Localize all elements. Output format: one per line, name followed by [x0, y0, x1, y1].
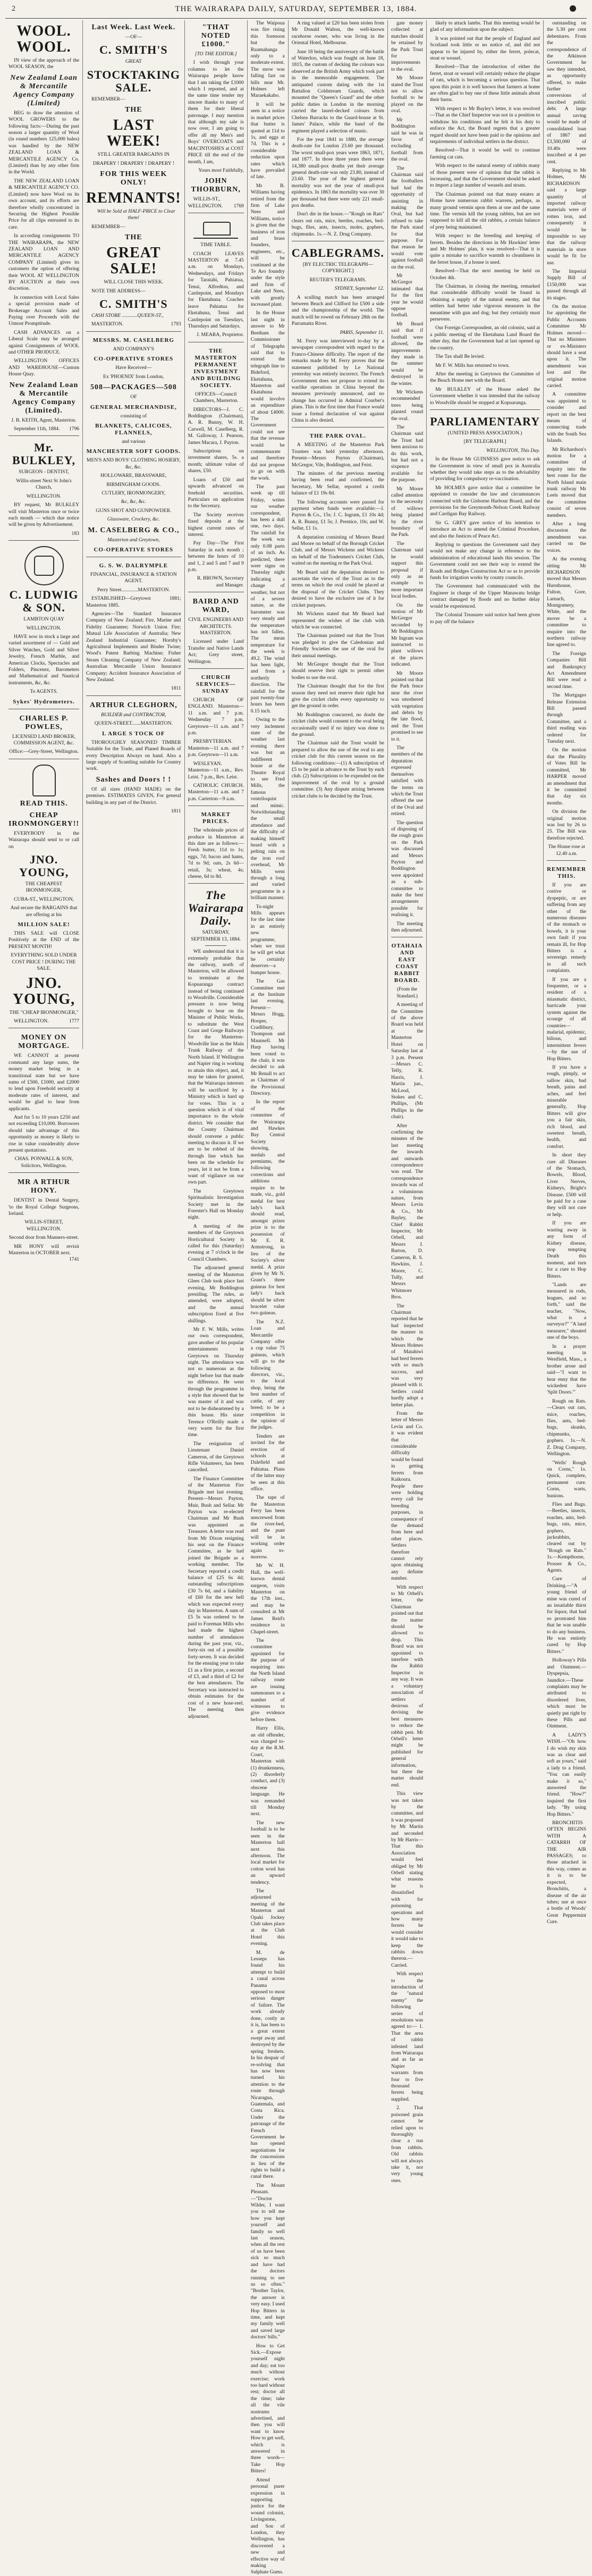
bulkley-city: WELLINGTON. [26, 493, 62, 499]
parliamentary-paragraph: In the House Mr GUINNESS gave notice to ask the Government in view of small pox in Australia whether they would take steps as to the advisability of providing for compulsory re-vaccination. [430, 456, 540, 482]
caselberg-ship: Ex 'PHOENIX' from London, [103, 373, 164, 380]
park-paragraph: The Chairman pointed out that the Trust was pledged to give the Caledonian and Friendly Societies the use of the oval for their annual meetings. [291, 633, 384, 659]
bulkley-notice: BY request, Mr BULKLEY will visit Masterton once or twice each month — which due notice will be given by Advertisement. [9, 502, 80, 528]
permanent-directors: DIRECTORS—J. C. Boddington (Chairman), A. R. Bunny, W. H. Carwell, M. Caselberg, R. M. Galloway, J. Pearson, James Macara, J. Payton. [188, 406, 244, 446]
rabbit-paragraph: From the letter of Messrs Levin and Co. it was evident that considerable difficulty would be found in getting ferrets from Kaikoura. People there were holding every call for breeding purposes, in consequence of the demand from here and other places. Settlers therefore cannot rely upon obtaining any definite number. [391, 1411, 424, 1582]
cleghorn-heading: ARTHUR CLEGHORN, [89, 701, 177, 709]
daily-paragraph-7: The Finance Committee of the Masterton Fire Brigade met last evening. Present—Messrs Payton, Muir, Bush and Sellar. Mr Payton was re-elected Chairman and Mr Bush was appointed as Treasurer. A letter was read from Mr Dixon resigning his seat on the Finance Committee, as he had joined the Brigade as a working member. The Secretary reported a credit balance of £25 6s 4d; outstanding subscriptions £30 7s 6d, and a liability of £60 for the new bell which was expected every day in Masterton. A sum of £5 5s was ordered to be paid to Foreman Mills who had made the highest number of attendances during the past year, viz., forty-six out of a possible forty-seven. It was decided for the ensuing year to take £1 as a first prize, a second of £3, and a third of £2 for the best attendances. The Secretary was instructed to obtain estimates for the cost of a new hose-reel. The meeting then adjourned. [188, 1475, 244, 1719]
timetable-heading: TIME TABLE. [200, 242, 232, 248]
column-7 [427, 20, 544, 1049]
bulkley-address: Willis-street Next St John's Church, [16, 477, 72, 491]
news-paragraph: The Tax shall Be levied. [435, 354, 485, 360]
news-paragraph: The past week up till Friday, writes our weather correspondent, has been a dull one, two days. The rainfall for the week was only 0.08 parts of an inch. As predicted, there were signs on Thursday night indicating a change of weather, but not of a severe nature, as the barometer was very steady and the temperature has not fallen. The mean temperature for the week is 49.2. The wind has been light, and from a northerly direction. The rainfall for the past twenty-four hours has been 0.15 inch. [250, 484, 285, 714]
ludwig-agents: To AGENTS. [30, 689, 58, 695]
news-paragraph: Mr W. H. Hall, the well-known dental surgeon, visits Masterton on the 17th inst., and may be consulted at Mr James Reid's residence in Chapel-street. [250, 1563, 285, 1635]
church-heading: CHURCH SERVICES—SUNDAY [196, 674, 236, 695]
smith-great: GREAT [125, 58, 142, 65]
news-paragraph: Mr F. W. Mills has returned to town. [435, 362, 510, 368]
park-paragraph: The Chairman said the Trust would be prepared to allow the use of the oval to any cricket club for this current season on the following conditions:—(1) A subscription of £5 to be paid in advance to the Trust by each club. (2) Subscriptions to be expended on the improvement of the oval by a ground committee. (3) Any dispute arising between cricket clubs to be decided by the Trust. [291, 740, 384, 799]
news-paragraph: The committee appointed for the purpose of enquiring into the North Island railway route are issuing summonses to a number of witnesses to give evidence before them. [250, 1637, 285, 1723]
smith-note: NOTE THE ADDRESS— [91, 288, 146, 294]
thorburn-heading: JOHN THORBURN, [191, 177, 241, 194]
nzl-date-text: September 11th, 1884. [14, 426, 60, 432]
news-paragraph: Mr B. Williams having retired from the firm of Lake Nees and Williams, notice is given that the business of iron and brass founders, engineers, etc., will be continued at the Te Aro foundry under the style and firm of Lake and Nees, with greatly increased plant. [250, 182, 285, 308]
wairarapa-daily-date: SATURDAY, SEPTEMBER 13, 1884. [191, 929, 241, 942]
park-paragraph: On the motion of Mr McGregor seconded by Mr Boddington Mr Ingram was instructed to plant willows at the places indicated. [391, 602, 424, 668]
nzl-date [9, 426, 79, 432]
church-wesleyan: WESLEYAN. Masterton—11 a.m., Rev. Leist. 7 p.m., Rev. Leist. [188, 760, 244, 780]
young2-title: THE "CHEAP IRONMONGER," [9, 1009, 79, 1016]
hony-door: Second door from Manners-street. [9, 1235, 79, 1241]
remember-paragraph: Cure of Drinking.—"A young friend of mine was cured of an insatiable thirst for liquor, that had so prostrated him that he was unable to do any business. He was entirely cured by Hop Bitters." [547, 1576, 587, 1655]
nzl-heading: New Zealand Loan & Mercantile Agency Company (Limited). [9, 381, 79, 415]
park-oval-heading: THE PARK OVAL. [309, 433, 366, 440]
park-paragraph: A MEETING of the Masterton Park Trustees was held yesterday afternoon. Present—Messrs Payton (Chairman), McGregor, Vile, Boddington, and Feist. [291, 442, 384, 468]
parliamentary-paragraph: After a long discussion the amendment was carried on the voices. [547, 521, 587, 553]
daily-paragraph-3: A meeting of the members of the Greytown Horticultural Society is called for this (Saturday) evening at 7 o'clock in the Council Chambers. [188, 1223, 244, 1262]
column-8 [544, 20, 589, 1925]
park-paragraph: The Chairman said the Trust had been anxious to do this work, but had not a sixpence available for the purpose. [391, 424, 424, 483]
money-paragraph-1: WE CANNOT at present command any large sums, the money market being in a transitional state but we have sums of £500, £1000, and £2000 to lend upon Freehold security at moderate rates of interest, and would be glad to hear from applicants. [9, 1053, 80, 1112]
young2-ref: 1777 [69, 1018, 80, 1024]
caselberg-of: OF [130, 394, 137, 400]
parliamentary-paragraph: Mr HOLMES gave notice that a committee be appointed to consider the law and circumstances connected with the Gisborne Harbour Board, and the provisions for the Greymouth-Nelson Creek Railway and Cardigan Bay Railway. [430, 484, 540, 517]
thorburn-ref: 1769 [233, 203, 244, 209]
wool-paragraph-4: In according consignments TO THE WAIRARAPA, the NEW ZEALAND LOAN AND MERCANTILE AGENCY COMPANY (Limited) gives its customers the option of offering their WOOL AT WELLINGTON BY AUCTION at their own discretion. [9, 233, 80, 292]
wool-paragraph-7: WELLINGTON OFFICES AND WAREHOUSE—Custom House Quay. [9, 358, 80, 377]
news-paragraph: Mr BULKLEY of the House asked the Government whether it was intended that the railway to Woodville should be stopped at Kopuaranga. [430, 386, 540, 406]
powles-address: Office:—Grey-Street, Wellington. [9, 749, 79, 755]
remember-paragraph: In short they cure all Diseases of the Stomach, Bowels, Blood, Liver Nerves, Kidneys, Bright's Disease. £500 will be paid for a case they will not cure or help. [547, 1152, 587, 1218]
news-paragraph: To-night Mills appears for the last time in an entirely new programme, when we trust he will get what he certainly deserves—a bumper house. [250, 903, 285, 976]
remember-this-heading: REMEMBER THIS. [547, 866, 587, 879]
cleghorn-title: BUILDER and CONTRACTOR, [100, 711, 166, 718]
park-paragraph: The members of the deputation expressed themselves satisfied with the terms on which the Trust offered the use of the Oval and retired. [391, 745, 424, 817]
young2-heading: JNO. YOUNG, [12, 975, 75, 1008]
news-paragraph: The N.Z. Loan and Mercantile Company offer a cup value 75 guineas, which will go to the following directors, viz., to the local shop, being the best number of cattle, of any breed; to be a competition in the opinion of the judges. [250, 1319, 285, 1431]
caselberg2-address: Masterton and Greytown, [107, 536, 160, 543]
ludwig-city: WELLINGTON. [26, 625, 62, 631]
parliamentary-heading: PARLIAMENTARY [430, 414, 540, 428]
smith-name-2: C. SMITH'S [99, 297, 168, 311]
column-3 [185, 20, 248, 1719]
park-paragraph: gate money collected at matches should be retained by the Park Trust for improvements to the oval. [391, 20, 424, 72]
church-england: CHURCH OF ENGLAND. Masterton—11 a.m. and 7 p.m. Wednesday 7 p.m. Greytown—11 a.m. and 7 p.m. [188, 697, 244, 736]
news-paragraph: For the year 1841 to 1880, the average death-rate for London 23.60 per thousand. The worst small-pox years were 1863, 1871, and 1877. In those three years there were 14,380 small-pox deaths yet their average general death-rate was only 23.80, instead of 23.60. The year of the highest general mortality was not the year of small-pox epidemics. In 1863 the mortality was over 30 per thousand but there were only 221 small-pox deaths. [291, 136, 384, 208]
smith-of: —OF— [125, 34, 142, 40]
hony-ref: 1741 [69, 1256, 80, 1263]
park-paragraph: The meeting then adjourned. [391, 920, 424, 934]
news-paragraph: A ring valued at £20 has been stolen from Mr Donald Walton, the well-known racehorse owner, who was living in the Oriental Hotel, Melbourne. [291, 20, 384, 46]
parliamentary-paragraph: Mr Richardson's motion for a committee of enquiry into the best route for the North Island main trunk railway Mr Leels moved that the committee consist of seven members. [547, 446, 587, 518]
dalrymple-heading: G. S. W. DALRYMPLE [99, 562, 168, 569]
ludwig-hydrometers: Sykes' Hydrometers. [13, 698, 75, 705]
coach-illustration-icon [193, 219, 238, 239]
parliamentary-paragraph: The Foreign Companies Bill and Bankruptcy Act Amendment Bill were read a second time. [547, 650, 587, 690]
rabbit-paragraph: It was pointed out that the people of England and Scotland took little or no notice of, and did not appear to be injured by, either the ferret, polecat, stoat or weasel. [430, 35, 540, 62]
parliamentary-telegraph: [BY TELEGRAPH.] [463, 439, 506, 445]
permanent-paragraph-4: Pay Day—The First Saturday in each month ; between the hours of 10 and 1, 2 and 5 and 7 and 9 p.m. [188, 540, 244, 573]
dalrymple-address: Perry Street.............MASTERTON. [97, 586, 170, 593]
rabbit-paragraph: With respect to the breeding and keeping of ferrets. Besides the directions in Mr Hawkins' letter and Mr Holmes' plan, it was resolved—That it is quite a mistake to sacrifice warmth to cleanliness in the ferret house, if a house is used. [430, 233, 540, 265]
thorburn-address [188, 196, 244, 209]
cleghorn-timber: THOROUGHLY SEASONED TIMBER Suitable for the Trade, and Planed Boards of every Description Always on hand. Also a large supply of Scantling suitable for Country work. [86, 739, 181, 772]
cable-dateline-1: SYDNEY, September 12. [334, 286, 384, 292]
smith-this-week: FOR THIS WEEK ONLY! [100, 170, 167, 187]
that-noted-closing: Yours most Faithfully, [198, 167, 244, 173]
market-heading: MARKET PRICES. [201, 811, 231, 825]
caselberg-company: AND COMPANY'S [113, 346, 154, 352]
timetable-paragraph: COACH LEAVES MASTERTON at 7.45 a.m. on Mondays, Wednesdays, and Fridays for Taratahi, Pahiatua, Tenui, Alfredton, and Castlepoint, and Mondays for Eketahuna. Coaches leave Pahiatua for Eketahuna, Tenui and Castlepoint on Tuesdays, Thursdays and Saturdays. [188, 250, 244, 329]
smith-remnants: REMNANTS! [86, 190, 181, 207]
remember-paragraph: If you are a frequenter, or a resident of a miasmatic district, barricade your system against the scourge of all countries—malarial, epidemic, bilious, and intermittent fevers—by the use of Hop Bitters. [547, 976, 587, 1062]
smith-ref: 1793 [171, 321, 181, 328]
caselberg-general: GENERAL MERCHANDISE, [90, 404, 177, 410]
hony-paragraph-1: DENTIST in Dental Surgery, 'to the Royal College Surgeons, Ireland. [9, 1197, 80, 1217]
column-2 [83, 20, 185, 1049]
smith-great-sale: GREAT SALE! [106, 245, 161, 278]
daily-paragraph-5: Mr F. W. Mills, writes our own correspondent, gave another of his popular entertainments in Greytown on Thursday night. The attendance was not so numerous as the night before but that made no difference. He went through the programme in a style that showed that he was master of it and was not to be disheartened by a thin house. His sister Terence O'Reilly made a very warm for the first time. [188, 1326, 244, 1438]
daily-paragraph-2: The Greytown Spiritualistic Investigation Society met in the Forester's Hall on Monday night. [188, 1188, 244, 1221]
ludwig-stock: HAVE now in stock a large and varied assortment of — Gold and Silver Watches, Gold and Silver Jewelry, French Marble, and American Clocks, Spectacles and Folders, Pincenez, Barometers and Mathematical and Nautical instruments, &c, &c. [9, 633, 80, 686]
park-paragraph: Mr McGregor intimated that for the first year he would oppose football. [391, 273, 424, 318]
baird-heading: BAIRD AND WARD, [192, 598, 239, 615]
wool-paragraph-2: BEG to draw the attention of WOOL GROWERS to the following facts:—During the past season a larger quantity of Wool (in round numbers 125,000 bales) was handled by the NEW ZEALAND LOAN & MERCANTILE AGENCY Co. (Limited) than by any other firm in the World. [9, 110, 80, 175]
powles-heading: CHARLES P. POWLES, [19, 714, 69, 731]
rabbit-paragraph: Resolved—That the introduction of either the ferret, stoat or weasel will certainly reduce the plague of rats, which is becoming a serious question. That upon this point it is well known that farmers at home are often glad to buy one of these little animals about their barns. [430, 64, 540, 103]
park-paragraph: Mr Moore called attention to the necessity of willows being planted by the river boundary of the Park. [391, 485, 424, 538]
ludwig-street: LAMBTON QUAY [23, 616, 64, 623]
caselberg2-coop: CO-OPERATIVE STORES [94, 546, 174, 553]
news-paragraph: It will be seen in a notice in market prices that butter is quoted at 11d to 1s, and eggs at 7d. This is a considerable reduction upon rates which have prevailed of late. [250, 101, 285, 180]
page-number: 2 [12, 5, 16, 13]
news-paragraph: In the report of the committee of the Wairarapa and Hawkes Bay Central Society showing, medals and premiums, the following corrections and additions require to be made, viz., gold medal for best lady's hack should read, amongst prizes prize is to the possession of Mr E. R. Armstrong, in lieu of the Society's silver medal. A prize given by Mr N. Grant's three guineas for best lady's hack should be silver bracelet value two guineas. [250, 1099, 285, 1316]
dalrymple-ref: 1811 [171, 685, 181, 692]
wool-intro: IN view of the approach of the WOOL SEASON, the [9, 57, 80, 70]
remember-paragraph: Holloway's Pills and Ointment.—Dyspepsia, Jaundice.—These complaints may be attributed to disordered liver, which must be quietly put right by these Pills and Ointment. [547, 1657, 587, 1730]
house-rose: The House rose at 12.40 a.m. [548, 844, 585, 857]
rabbit-paragraph: With respect to Mr Orbell's letter, the Chairman pointed out that the matter should be allowed to drop. This Board was not appointed to interfere with the Rabbit Inspector in any way. It was a voluntary association of settlers desirous of devising the best measures to reduce the rabbit pest. Mr Orbell's letter might be published for general information, but there the matter should end. [391, 1584, 424, 1788]
caselberg-holloware: HOLLOWARE, BRASSWARE, [100, 473, 167, 479]
parliamentary-paragraph: Sir G. GREY gave notice of his intention to introduce an Act to amend the Criminal Procedure, and also the Justices of Peace Act. [430, 519, 540, 539]
permanent-offices: OFFICES—Council Chambers, Masterton. [193, 391, 239, 404]
newspaper-title: THE WAIRARAPA DAILY, SATURDAY, SEPTEMBER 13, 1884. [175, 5, 417, 13]
wool-heading: WOOL. WOOL. [16, 23, 71, 55]
watch-emblem-icon [24, 546, 64, 585]
remember-paragraph: "Wells' Rough on Corns," 1s. Quick, complete, permanent cure. Corns, warts, bunions. [547, 1459, 587, 1499]
cheap-intro: EVERYBODY in the Wairarapa should send to or call on [9, 830, 80, 850]
baird-paragraph: Licensed under Land Transfer and Native Lands Act; Grey street, Wellington. [188, 639, 244, 665]
park-paragraph: Mr Boddington said he was in favor of excluding football from the oval. [391, 116, 424, 163]
caselberg-mens: MEN'S AND BOYS' CLOTHING HOSIERY, &c, &c. [86, 457, 181, 470]
nzl-ref: 1796 [69, 426, 80, 432]
dalrymple-established: ESTABLISHED—Greytown 1881; Masterton 1885. [86, 595, 181, 608]
park-paragraph: The Chairman said the footballers had had the opportunity of assisting in making the Oval, but had refused to take the Park stand for that purpose. For that reason he would vote against football on the oval. [391, 165, 424, 270]
column-4 [248, 20, 289, 2575]
hony-visit-text: MR HONY will revisit Masterton in OCTOBER next. [9, 1243, 80, 1256]
cable-paragraph-1: A sculling match has been arranged between Beach and Clifford for £500 a side and the championship of the world. The match will be rowed on February 28th on the Parramatta River. [291, 294, 384, 327]
rabbit-paragraph: Resolved—That it would be well to continue farming cat cats. [430, 147, 540, 160]
park-paragraph: The question of disposing of the rough grass on the Park was discussed and Messrs Payton and Boddington were appointed as a sub-committee to make the best arrangements possible for realising it. [391, 819, 424, 918]
powles-title: LICENSED LAND BROKER, COMMISSION AGENT, &c. [12, 733, 76, 746]
parliamentary-paragraph: The Mortgages Release Extension Bill passed through Committee, and a third reading was ordered for Tuesday next. [547, 692, 587, 745]
smith-remember-2: REMEMBER— [91, 223, 125, 230]
young-heading: JNO. YOUNG, [19, 853, 69, 879]
caselberg-consisting: consisting of [120, 413, 147, 419]
caselberg-coop: CO-OPERATIVE STORES [94, 356, 174, 363]
park-paragraph: Mr Wickens stated that Mr Beard had represented the wishes of the club with which he was connected. [291, 611, 384, 630]
reuters-heading: REUTER'S TELEGRAMS. [309, 276, 367, 283]
caselberg2-heading: M. CASELBERG & CO., [88, 526, 180, 534]
rabbit-board-source: (From the Standard.) [396, 986, 418, 999]
caselberg-cutlery: CUTLERY, IRONMONGERY, [102, 490, 166, 496]
smith-stocktaking: STOCKTAKING SALE. [87, 68, 180, 94]
rabbit-paragraph: The Chairman pointed out that many estates at Home have numerous rabbit warrens, perhaps, as many ground vermin upon them at one and the same time. The vermin kill the young rabbits, but are not supposed to kill all the old rabbits, a certain balance of prey being maintained. [430, 191, 540, 230]
news-paragraph: The adjourned meeting of the Masterton and Opaki Jockey Club takes place at the Club Hotel this evening. [250, 1887, 285, 1947]
masthead [0, 0, 592, 18]
young-close: THIS SALE will CLOSE Positively at the END of the PRESENT MONTH! [9, 930, 80, 950]
remember-paragraph: If you are costive or dyspeptic, or are suffering from any other of the numerous diseases of the stomach or bowels, it is your own fault if you remain ill, for Hop Bitters is a sovereign remedy in all such complaints. [547, 882, 587, 974]
rabbit-paragraph: Resolved—That the next meeting be held on October 4th. [430, 268, 540, 281]
smith-town-text: MASTERTON. [91, 321, 124, 328]
church-presbyterian: PRESBYTERIAN. Masterton—11 a.m. and 7 p.m. Greytown—11 a.m. [188, 739, 244, 758]
baird-title: CIVIL ENGINEERS AND ARCHITECTS. MASTERTON. [188, 617, 243, 636]
money-heading: MONEY ON MORTGAGE. [18, 1034, 70, 1051]
remember-paragraph: Flies and Bugs.—Beetles, insects, roaches, ants, bed-bugs, rats, mice, gophers, jackrabbits, cleared out by "Rough on Rats." 1s.—Kempthorne, Prosser & Co., Agents. [547, 1501, 587, 1573]
parliamentary-paragraph: At the evening sitting Mr RICHARDSON moved that Messrs Hursthouse, Fulton, Gore, Larnach, Montgomery, White, and the mover be a committee to enquire into the northern railway line agreed to. [547, 556, 587, 648]
church-catholic: CATHOLIC CHURCH. Masterton—11 a.m. and 7 p.m. Carterton—9 a.m. [188, 782, 244, 802]
smith-remember: REMEMBER— [91, 96, 125, 102]
park-paragraph: Mr Beard said that if football were allowed, the improvements they made in the summer would be destroyed in the winter. [391, 321, 424, 387]
news-paragraph: Our Foreign Correspondent, an old colonist, said at a public meeting of the Eketahuna Land Board the other day, that the Government had at last opened up the country. [430, 325, 540, 351]
young2-city [9, 1018, 79, 1025]
permanent-paragraph-1: Subscriptions on investment shares, 5s. a month; ultimate value of shares, £50. [188, 448, 244, 474]
caselberg-manchester: MANCHESTER SOFT GOODS. [86, 448, 181, 455]
smith-last-week: LAST WEEK! [106, 117, 161, 150]
news-paragraph: How to Get Sick.—Expose yourself night and day; eat too much without exercise; work too hard without rest; doctor all the time; take all the vile nostrums advertised, and then you will want to know How to get well, which is answered in three words—Take Hop Bitters! [250, 2343, 285, 2474]
daily-paragraph-4: The adjourned general meeting of the Masterton Glees Club took place last evening, Mr Boddington presiding. The rules, as amended, were adopted, and the annual subscription fixed at five shillings. [188, 1265, 244, 1324]
wool-company-name: New Zealand Loan & Mercantile Agency Company (Limited) [10, 73, 78, 107]
park-paragraph: The Chairman said he would support this proposal if only as an example to more important local bodies. [391, 540, 424, 600]
rabbit-paragraph: likely to attack lambs. That this meeting would be glad of any information upon the subject. [430, 20, 540, 33]
rabbit-paragraph: This view was not taken by the committee, and it was proposed by Mr Martin and seconded by Mr Harris— That this Association would feel obliged by Mr Orbell stating what reasons he is dissatisfied with for poisoning operations and how many ferrets he would consider it would take to keep the rabbits down thereon.—Carried. [391, 1791, 424, 1968]
park-paragraph: Mr Wickens recommended trees being planted round the oval. [391, 389, 424, 422]
bulkley-ref: 183 [71, 530, 80, 536]
caselberg-birmingham: BIRMINGHAM GOODS. [106, 481, 161, 488]
young-title: THE CHEAPEST IRONMONGER, [25, 881, 63, 894]
young-bargains: And secure the BARGAINS that are offering at his [10, 905, 78, 918]
page-columns [5, 20, 587, 2575]
young2-city-text: WELLINGTON. [14, 1018, 49, 1024]
smith-close: WILL CLOSE THIS WEEK. [104, 279, 164, 286]
column-1 [5, 20, 83, 1263]
rabbit-paragraph: A meeting of the Committee of the above Board was held at the Masterton Hotel on Saturday last at 3 p.m. Present—Messrs C. Telly, R. Harris, J. Martin jun., McLeod, Stokes and C. Phillips, (Mr Phillips in the chair). [391, 1002, 424, 1120]
permanent-paragraph-2: Loans of £50 and upwards advanced on freehold securities. Particulars on application to the Secretary. [188, 476, 244, 509]
park-paragraph: Mr Moore stated the Trust not to allow football to be played on the oval. [391, 75, 424, 114]
caselberg-glass: Glassware, Crockery, &c. [107, 516, 160, 523]
parliamentary-paragraph: On division the original motion was lost by 26 to 25. The Bill was therefore rejected. [547, 809, 587, 841]
park-paragraph: Mr McGregor thought that the Trust should reserve their right to permit other bodies to use the oval. [291, 661, 384, 681]
daily-paragraph-6: The resignation of Lieutenant Daniel Cameron, of the Greytown Rifle Volunteers, has been cancelled. [188, 1440, 244, 1473]
young-cost-price: EVERYTHING SOLD UNDER COST PRICE ! DURING THE SALE. [11, 952, 77, 972]
parliamentary-paragraph: On the motion that the Plurality of Votes Bill be committed, Mr HARPER moved an amendment that it be committed that day six months. [547, 747, 587, 806]
wool-paragraph-3: THE NEW ZEALAND LOAN & MERCANTILE AGENCY CO. (Limited) now have Wool on its own account, and its efforts are therefore wholly concentrated in Securing the Highest Possible Price for all clips entrusted to its care. [9, 178, 80, 230]
daily-paragraph-1: WE understand that it is extremely probable that the railway, north of Masterton, will be allowed to terminate at the Kopuaranga contract instead of being continued to Woodville. Considerable pressure is now being brought to bear on the Minister of Public Works, to substitute the West Coast and Gorge Railways for the Masterton-Woodville line as the Main Trunk Railway of the North Island. If Wellington and Napier ring is working to attain this object, and, it may be taken for granted, that the Wairarapa interests will be sacrificed by a Ministry which is hard up for votes. This is a question which is of vital importance to the whole district. We consider that the County Chairman should convene a public meeting to discuss it. If we are to be robbed of the through line which has been on the schedule for years, let it not be from a want of vigilance on our own part. [188, 949, 244, 1186]
ink-blot-icon [570, 5, 576, 12]
parliamentary-paragraph: On the motion for appointing the Public Accounts Committee Mr Holmes moved—That no Ministers or ex-Ministers should have a seat upon it. The amendment was lost and the original motion carried. [547, 304, 587, 389]
park-paragraph: The minutes of the previous meeting having been read and confirmed, the Secretary, Mr Sellar, reported a credit balance of £1 19s 8d. [291, 470, 384, 497]
parliamentary-paragraph: Replying to Mr Holmes, Mr RICHARDSON said a large quantity of imported railway materials were of rotten iron, and consequently it would be impossible to say that the railway materials in store would be fit for use. [547, 167, 587, 266]
cablegrams-copyright: [BY ELECTRIC TELEGRAPH—COPYRIGHT.] [302, 262, 373, 274]
rabbit-paragraph: After confirming the minutes of the last meeting the inwards and outwards correspondence was read. The correspondence inwards was of a voluminous nature, from Messrs Levin & Co., Mr Bayley, the Chief Rabbit Inspector, Mr Orbell, and Messrs J. Barton, D. Cameron, R. S. Hawkins, J. Moore, C. Tully, and Messrs Whitmore Bros. [391, 1122, 424, 1300]
caselberg-heading: MESSRS. M. CASELBERG [92, 337, 174, 343]
smith-bargains: STILL GREATER BARGAINS IN [97, 152, 170, 158]
cablegrams-heading: CABLEGRAMS. [291, 246, 384, 259]
cheap-ironmongery-heading: CHEAP IRONMONGERY!! [9, 811, 80, 828]
news-paragraph: The new football is to be seen in the Masterton hall next this afternoon. The local market for cotton wool has an upward tendency. [250, 1819, 285, 1885]
remember-paragraph: Rough on Rats.—Clears out rats, mice, roaches, flies, ants, bed-bugs, skunks, chipmunks, gophers. 1s.—N. Z. Drug Company, Wellington. [547, 1398, 587, 1457]
money-paragraph-2: And for 5 to 10 years £250 and not exceeding £10,000. Borrowers should take advantage of this opportunity as money is likely to rise in value considerably above present quotations. [9, 1114, 80, 1153]
news-paragraph: Attend personal purer expression in supporting justice for the wound colonist, Livingstone, and Son of London, they Wellington, has discovered a new and effective way of making Sulphate Gums. [250, 2477, 285, 2575]
permanent-paragraph-3: The Society receives fixed deposits at the highest current rates of interest. [188, 511, 244, 538]
smith-store: CASH STORE ............QUEEN-ST., [91, 313, 164, 319]
news-paragraph: The Gas Committee met at the Institute last evening. Present—Messrs Hogg, Hooper, Cradlibury, Thompson and Maunsell. Mr Harp having been voted to the chair, it was decided to ask Mr Renall to act as Chairman of the Provisional Directory. [250, 978, 285, 1096]
bulkley-title: SURGEON - DENTIST, [19, 469, 69, 475]
park-paragraph: Mr Moore pointed out that the Park fence near the river was smothered with vegetation and debris by the late flood, and the Trust promised to see to it. [391, 670, 424, 742]
ludwig-heading: C. LUDWIG & SON. [9, 588, 79, 615]
parliamentary-dateline: WELLINGTON, This Day. [486, 447, 540, 454]
news-paragraph: In the House last night in answer to Mr Beetham the Commissioner of Telegraphs said that to extend the telegraph line to Bideford, Eketahuna, Masterton and Ekatahuna would involve an expenditure of about £4000. The Government could not see that the revenue would be commensurate and therefore did not propose to go on with the work. [250, 310, 285, 481]
caselberg-received: Have Received— [115, 365, 152, 371]
news-paragraph: The Waipoua was fire rising this forenoon but the Ruamahanga only to a moderate extent. The snow was falling fast on hills near Mr. Holmes left Maraekakaho. [250, 20, 285, 99]
cleghorn-large-stock: L ARGE S TOCK OF [102, 730, 165, 737]
young-million-sale: MILLION SALE! [18, 921, 70, 928]
column-6 [388, 20, 427, 2184]
caselberg-guns: GUNS SHOT AND GUNPOWDER. [96, 507, 172, 514]
money-signature: CHAS. PONWALL & SON, Solicitors, Wellington. [14, 1156, 73, 1169]
rabbit-paragraph: With respect to the natural enemy of rabbits many of those present were of opinion that the rabbit is increasing, and that the Government should be asked to import a large number of weasels and stoats. [430, 163, 540, 189]
parliamentary-paragraph: The Colonial Treasurer said notice had been given to pay off the balance [430, 612, 540, 625]
market-paragraph: The wholesale prices of produce in Masterton at this date are as follows:—Fresh butter, 11d to 1s; eggs, 7d; bacon and hams, 7d to 9d; oats, 2s 6d—retail, 3s; wheat, 4s; cheese, 6d to 8d. [188, 827, 244, 879]
young-address: CUBA-ST., WELLINGTON, [14, 896, 74, 902]
wairarapa-daily-heading: The Wairarapa Daily. [188, 888, 244, 928]
rabbit-paragraph: With respect to the introduction of the "natural enemy" the following series of resolutions was agreed to:— 1. That the area of rabbit infested land from Wairarapa and as far as Napier warrants from four to five thousand ferrets being supplied. [391, 1971, 424, 2102]
remember-paragraph: In a prayer meeting in Westfield, Mass., a brother arose and said—"I want to hear enny that the wickedest have 'Split Doors.'" [547, 1343, 587, 1396]
cable-paragraph-2: M. Ferry was interviewed to-day by a newspaper correspondent with regard to the Franco-Chinese difficulty. The report of the remarks made by M. Ferry proves that the statement published by Le National yesterday was entirely incorrect. The French Government does not propose to extend its warlike operations in China beyond the measures previously announced, and no change has occurred in Admiral Courbet's plans. This is the first time that France would issue a formal declaration of war against China is also denied. [291, 338, 384, 423]
smith-town [86, 321, 181, 328]
news-paragraph: Tenders are invited for the erection of schools at Dalefield and Pahiatua. Plans of the latter may be seen at this office. [250, 1433, 285, 1492]
news-paragraph: After the meeting in Greytown the Committee of the Beach Home met with the Board. [430, 371, 540, 384]
park-paragraph: A deputation consisting of Messrs Beard and Moore on behalf of the Borough Cricket Club, and of Messrs Wickens and Wickens on behalf of the Tradesmen's Cricket Club, waited on the meeting re the Park Oval. [291, 534, 384, 567]
smith-the: THE [125, 106, 142, 114]
news-paragraph: The tape of the Masterton Ferry has been unscrewed from the river-bed, and the punt will be in working order again to-morrow. [250, 1495, 285, 1560]
remember-paragraph: "Lands are measured in rods, leagues, and so forth," said the teacher, "Now, what is a surveyor?" "A land measurer," shouted one of the boys. [547, 1281, 587, 1341]
hony-heading: MR A RTHUR HONY. [18, 1178, 70, 1195]
park-paragraph: The Chairman thought that for the first season they need not reserve their right but give the cricket clubs every opportunity to get the ground in order. [291, 683, 384, 709]
smith-name: C. SMITH'S [99, 43, 168, 57]
remember-paragraph: BRONCHITIS OFTEN BEGINS WITH A CATARRH OF THE AIR PASSAGES; to those attacked in this way, comes as it is to be expected, Bronchitis, a disease of the air tubes; use at once a bottle of Woods' Great Peppermint Cure. [547, 1820, 587, 1925]
thorburn-address-text: WILLIS-ST., WELLINGTON. [188, 196, 223, 209]
caselberg-various: and various [122, 438, 146, 444]
hony-address: WILLIS-STREET, WELLINGTON. [24, 1219, 63, 1232]
cable-dateline-2: PARIS, September 11. [340, 329, 384, 335]
padlock-icon [32, 765, 56, 796]
smith-the-2: THE [125, 233, 142, 242]
permanent-signature: R. BROWN, Secretary and Manager. [197, 575, 244, 588]
park-paragraph: Mr Boddington concurred, no doubt the cricket clubs would consent to the oval being occasionally used if no injury was done to the ground. [291, 711, 384, 737]
remember-paragraph: If you are wasting away in any form of Kidney disease, stop tempting Death this moment, and turn for a cure to Hop Bitters. [547, 1220, 587, 1279]
news-paragraph: Harry Ellis, an old offender, was charged to-day at the R.M. Court, Masterton with (1) drunkenness, (2) disorderly conduct, and (3) obscene language. He was remanded till Monday next. [250, 1725, 285, 1817]
parliamentary-source: (UNITED PRESS ASSOCIATION.) [447, 430, 522, 436]
park-paragraph: The following accounts were passed for payment when funds were available:—J. Payton & Co., 15s; J. C. Ingram, £1 10s 4d; A. R. Bunny, £1 5s; J. Prentice, 10s; and W. Sellar, £1 1s. [291, 499, 384, 532]
rabbit-paragraph: 2. That poisoned grain cannot be relied upon to thoroughly clear a run from rabbits. Old rabbits will not always take it, nor very young ones. [391, 2105, 424, 2184]
parliamentary-paragraph: outstanding on the 5.30 per cent debentures. From the correspondence of the Atkinson Government he saw they intended, as opportunity offered, to make further conversions of inscribed public debt. A large annual saving would be made of consolidated loan of 1867 and £3,500,000 of 10.40s were inscribed at 4 per cent. [547, 20, 587, 165]
wool-paragraph-6: CASH ADVANCES on a Liberal Scale may be arranged against Consignments of WOOL and OTHER PRODUCE. [9, 329, 80, 356]
news-paragraph: The Mount Pleasant.—"Doctor Wilder, I want you to tell me how you kept yourself and family so well last season, when all the rest of us have been sick so much and have had the doctors running to see us so often." "Brother Taylor, the answer is very easy. I used Hop Bitters in time, and kept my family well and saved large doctors' bills." [250, 2182, 285, 2340]
cleghorn-address: QUEEN-STREET.......MASTERTON. [94, 720, 173, 727]
caselberg-packages: 508—PACKAGES—508 [90, 383, 177, 392]
wool-paragraph-5: In connection with Local Sales a special provision made of Brokerage Account Sales and Paying over Proceeds with the Utmost Promptitude. [9, 294, 80, 327]
rabbit-paragraph: With respect to Mr Bayley's letter, it was resolved—That as the Chief Inspector was not in a position to withdraw his conditions and he felt it his duty to enforce the Act, the Board regrets that a greater regard should not have been paid to the opinions and requirements of individual settlers in the district. [430, 105, 540, 145]
that-noted-letter: I wish through your columns to let the Wairarapa people know that I am taking the £1000 which I reported, and at the same time tender my sincere thanks to many of them for their liberal patronage. I may mention that although my sale is now over, I am going to offer all my Men's and Boys' OVERCOATS and MACINTOSHES at COST PRICE till the end of the month, I am, [188, 60, 244, 165]
rabbit-board-heading: OTAHAIA AND EAST COAST RABBIT BOARD. [391, 943, 423, 984]
to-the-editor: [TO THE EDITOR.] [194, 51, 237, 57]
smith-drapery: DRAPERY ! DRAPERY ! DRAPERY ! [92, 160, 174, 166]
permanent-society-heading: THE MASTERTON PERMANENT INVESTMENT AND BUILDING SOCIETY. [191, 347, 241, 389]
that-noted-heading: "THAT NOTED £1000." [201, 23, 231, 48]
caselberg-blankets: BLANKETS, CALICOES, FLANNELS, [95, 422, 172, 436]
dalrymple-title: FINANCIAL, INSURANCE & STATION AGENT. [90, 571, 177, 584]
rabbit-paragraph: The Chairman, in closing the meeting, remarked that considerable difficulty would be found in obtaining a supply of the natural enemy, and that settlers had better take vigorous measures in the meantime with gun and dog; but they certainly must persevere. [430, 283, 540, 323]
news-paragraph: Owing to the very inclement state of the weather last evening there was but an indifferent house at the Theatre Royal to see Fred Mills, the famous ventriloquist and mimic. Notwithstanding the small attendance and the difficulty of making himself heard with a pelting rain on the iron roof overhead, Mr Mills went through a long and varied programme in a brilliant manner. [250, 717, 285, 901]
news-paragraph: M. de Lesseps has found his attempt to build a canal across Panama opposed to most serious danger of failure. The work already done, costly as it is, has been to a great extent swept away and destroyed by the spring freshets. In his despair of re-solving that has now been turned his attention to the route through Nicaragua, Guatemala, and Costa Rica. Under the patronage of the French Government he has opened negotiations for the concessions in lieu of the rights to build a canal there. [250, 1949, 285, 2180]
park-paragraph: Mr Beard said the deputation desired to ascertain the views of the Trust as to the terms on which the oval could be placed at the disposal of the Cricket Clubs. They desired to have the exclusive use of it for cricket purposes. [291, 569, 384, 608]
rabbit-paragraph: The Chairman reported that he had inspected the manner in which the Messrs Holmes of Matahiwi had bred ferrets with so much success, and was very pleased with it. Settlers could hardly adopt a better plan. [391, 1303, 424, 1408]
parliamentary-paragraph: The Imperial Supply Bill of £150,000 was passed through all its stages. [547, 268, 587, 301]
nzl-signature: J. B. KEITH, Agent, Masterton. [11, 417, 77, 423]
masthead-rule [5, 18, 587, 19]
smith-last-week-top: Last Week. Last Week. [91, 23, 176, 31]
timetable-signature: J. MEARA, Proprietor. [197, 332, 244, 338]
news-paragraph: June 18 being the anniversary of the battle of Waterloo, which was fought on June 18, 1815, the custom of decking the colours was observed at the British Army which took part in the memorable engagement. The antiquated custom dating with the 1st Battalion Coldstream Guards, which mounted the "Queen's Guard" and the other public duties in London in the morning carried the laurel-decked colours from Chelsea Barracks to the Guard-house at St. James' Palace, while the band of the regiment played a selection of music. [291, 48, 384, 134]
cleghorn-estimates: Of all sizes (HAND MADE) on the premises. ESTIMATES GIVEN, For general building in any part of the District. [86, 786, 181, 805]
bulkley-heading: Mr. BULKLEY, [12, 441, 76, 467]
smith-half-price: Will be Sold at HALF-PRICE to Clear them! [97, 208, 175, 221]
parliamentary-paragraph: Replying to questions the Government said they would not make any change in reference to the administration of educational lands this session. The Government could not see their way to extend the Roads and Bridges Construction Act so as to provide funds for irrigation works by county councils. [430, 542, 540, 581]
remember-paragraph: If you have a rough, pimply, or sallow skin, bad breath, pains and aches, and feel miserable generally, Hop Bitters will give you a fair skin, rich blood, and sweetest breath, health, and comfort. [547, 1064, 587, 1149]
cleghorn-sashes: Sashes and Doors ! ! [96, 775, 171, 784]
news-paragraph: Don't die in the house.—"Rough on Rats" clears out rats, mice, beetles, roaches, bed-bugs, flies, ants, insects, moles, gophers, chipmunks. 1s.—N. Z. Drug Company. [291, 211, 384, 237]
read-this-heading: READ THIS. [20, 799, 68, 808]
parliamentary-paragraph: The Government had communicated with the Engineer in charge of the Upper Manawatu bridge contract damaged by floods and no further delay would be experienced. [430, 583, 540, 609]
cleghorn-ref: 1811 [171, 808, 181, 814]
parliamentary-paragraph: A committee was appointed to consider and report on the best means of connecting trade with the South Sea Islands. [547, 391, 587, 444]
remember-paragraph: A LADY'S WISH.—"Oh how I do wish my skin was as clear and soft as yours," said a lady to a friend. "You can easily make it so," answered the friend. "How?" inquired the first lady. "By using Hop Bitters." [547, 1732, 587, 1817]
caselberg-etc: &c, &c, &c. [121, 499, 146, 505]
column-5 [289, 20, 388, 1049]
hony-visit [9, 1243, 80, 1263]
dalrymple-agencies: Agencies—The Standard Insurance Company of New Zealand; Fire, Marine and Fidelity Guarantee; Norwich Union Fire; Mutual Life Association of Australia; New Zealand Industrial Guarantee; Hornby's Agricultural Implements and Binder Twine; Wood's Patent Barbing Machine; Fisher Steam Cleaning Company of New Zealand; Australian Mercantile Union Insurance Company; Accident Insurance Association of New Zealand. [86, 611, 181, 683]
